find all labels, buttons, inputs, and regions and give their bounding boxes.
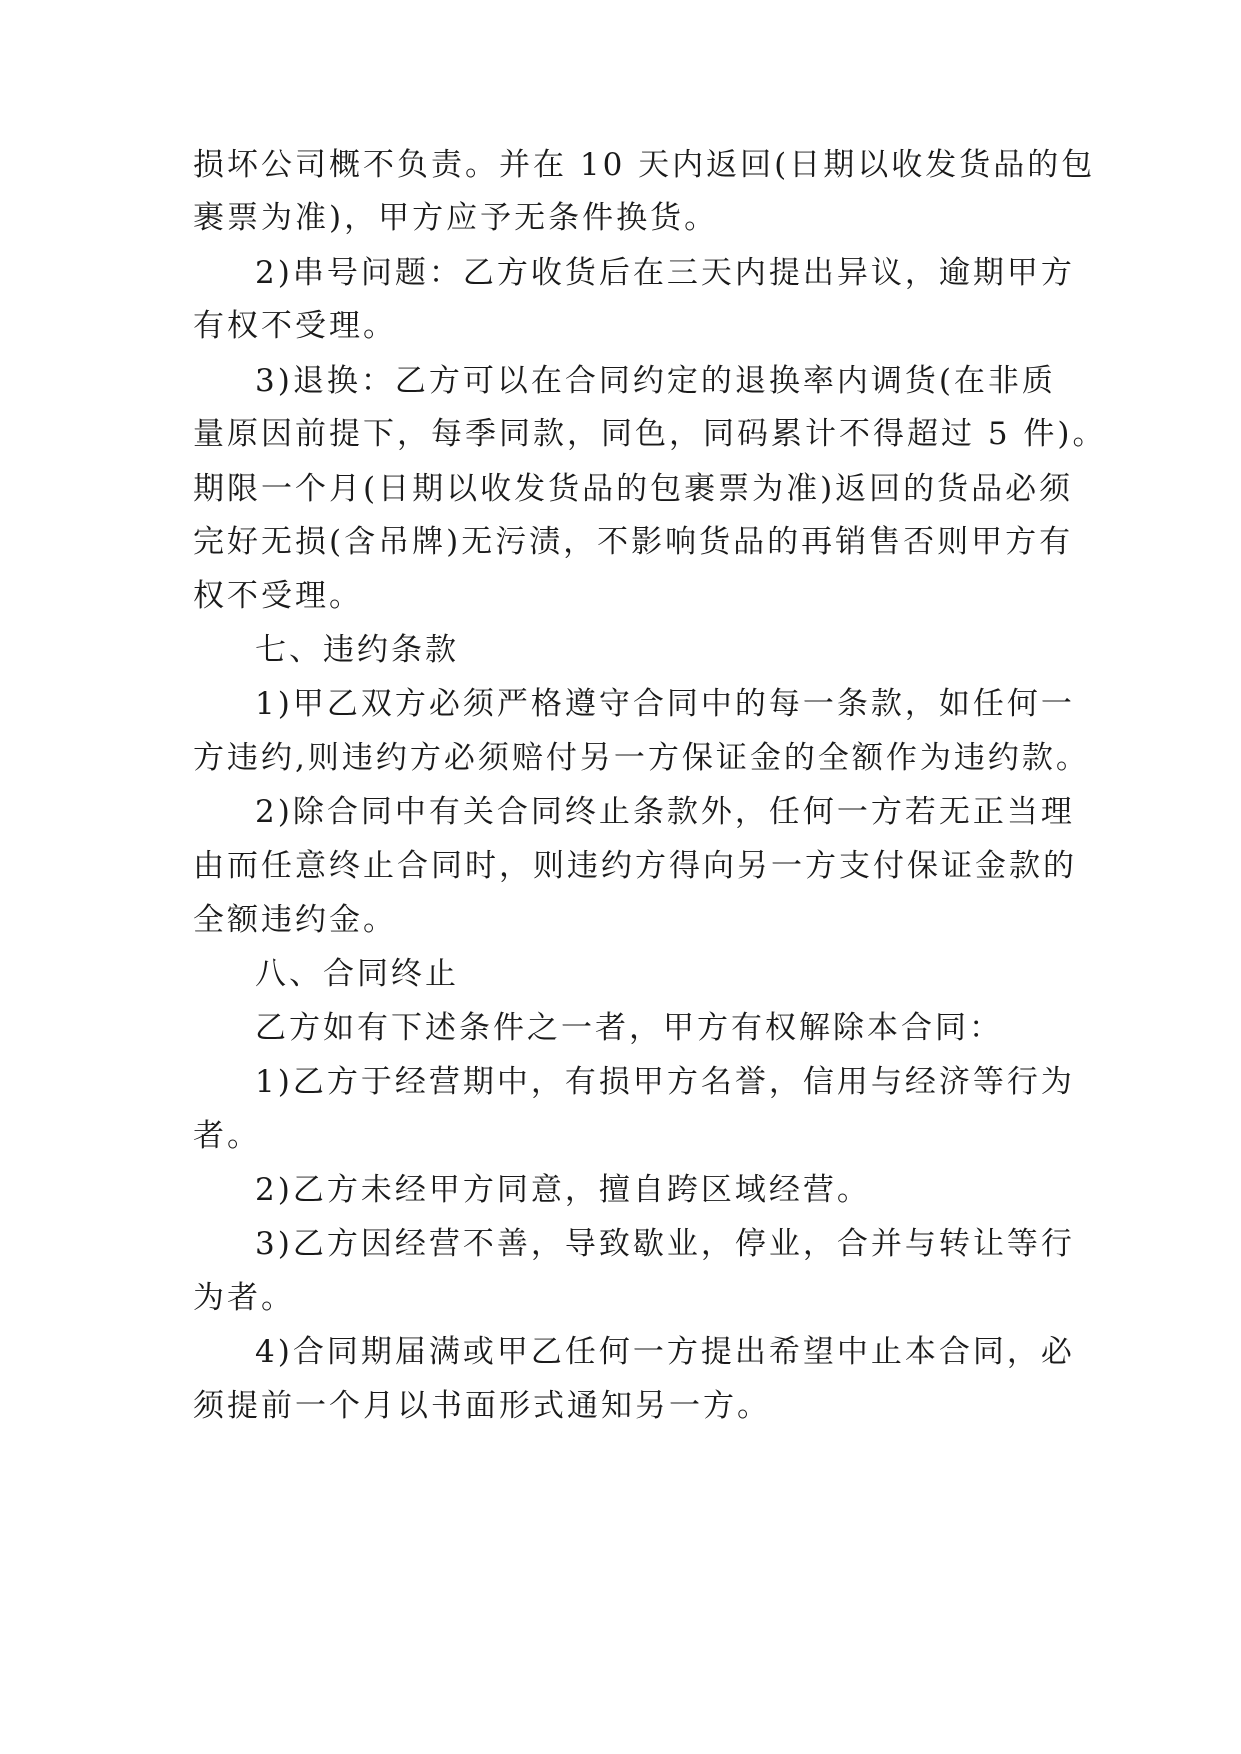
text-line: 有权不受理。 [193, 308, 397, 344]
text-line: 完好无损(含吊牌)无污渍，不影响货品的再销售否则甲方有 [193, 524, 1074, 560]
text-line: 者。 [193, 1118, 261, 1154]
text-line: 全额违约金。 [193, 902, 397, 938]
text-line: 2)串号问题：乙方收货后在三天内提出异议，逾期甲方 [255, 255, 1075, 291]
section-heading: 八、合同终止 [255, 956, 459, 992]
text-line: 量原因前提下，每季同款，同色，同码累计不得超过 5 件)。 [193, 416, 1107, 452]
text-line: 3)乙方因经营不善，导致歇业，停业，合并与转让等行 [255, 1226, 1075, 1262]
text-line: 由而任意终止合同时，则违约方得向另一方支付保证金款的 [193, 848, 1077, 884]
text-line: 4)合同期届满或甲乙任何一方提出希望中止本合同，必 [255, 1334, 1075, 1370]
text-line: 须提前一个月以书面形式通知另一方。 [193, 1388, 771, 1424]
section-heading: 七、违约条款 [255, 632, 459, 668]
text-line: 乙方如有下述条件之一者，甲方有权解除本合同： [255, 1010, 1003, 1046]
text-line: 方违约,则违约方必须赔付另一方保证金的全额作为违约款。 [193, 740, 1090, 776]
text-line: 2)除合同中有关合同终止条款外，任何一方若无正当理 [255, 794, 1075, 830]
text-line: 1)甲乙双方必须严格遵守合同中的每一条款，如任何一 [255, 686, 1075, 722]
text-line: 裹票为准)，甲方应予无条件换货。 [193, 200, 719, 236]
text-line: 为者。 [193, 1280, 295, 1316]
text-line: 1)乙方于经营期中，有损甲方名誉，信用与经济等行为 [255, 1064, 1075, 1100]
text-line: 3)退换：乙方可以在合同约定的退换率内调货(在非质 [255, 363, 1056, 399]
text-line: 损坏公司概不负责。并在 10 天内返回(日期以收发货品的包 [193, 147, 1096, 183]
text-line: 权不受理。 [193, 578, 363, 614]
text-line: 2)乙方未经甲方同意，擅自跨区域经营。 [255, 1172, 871, 1208]
text-line: 期限一个月(日期以收发货品的包裹票为准)返回的货品必须 [193, 471, 1074, 507]
